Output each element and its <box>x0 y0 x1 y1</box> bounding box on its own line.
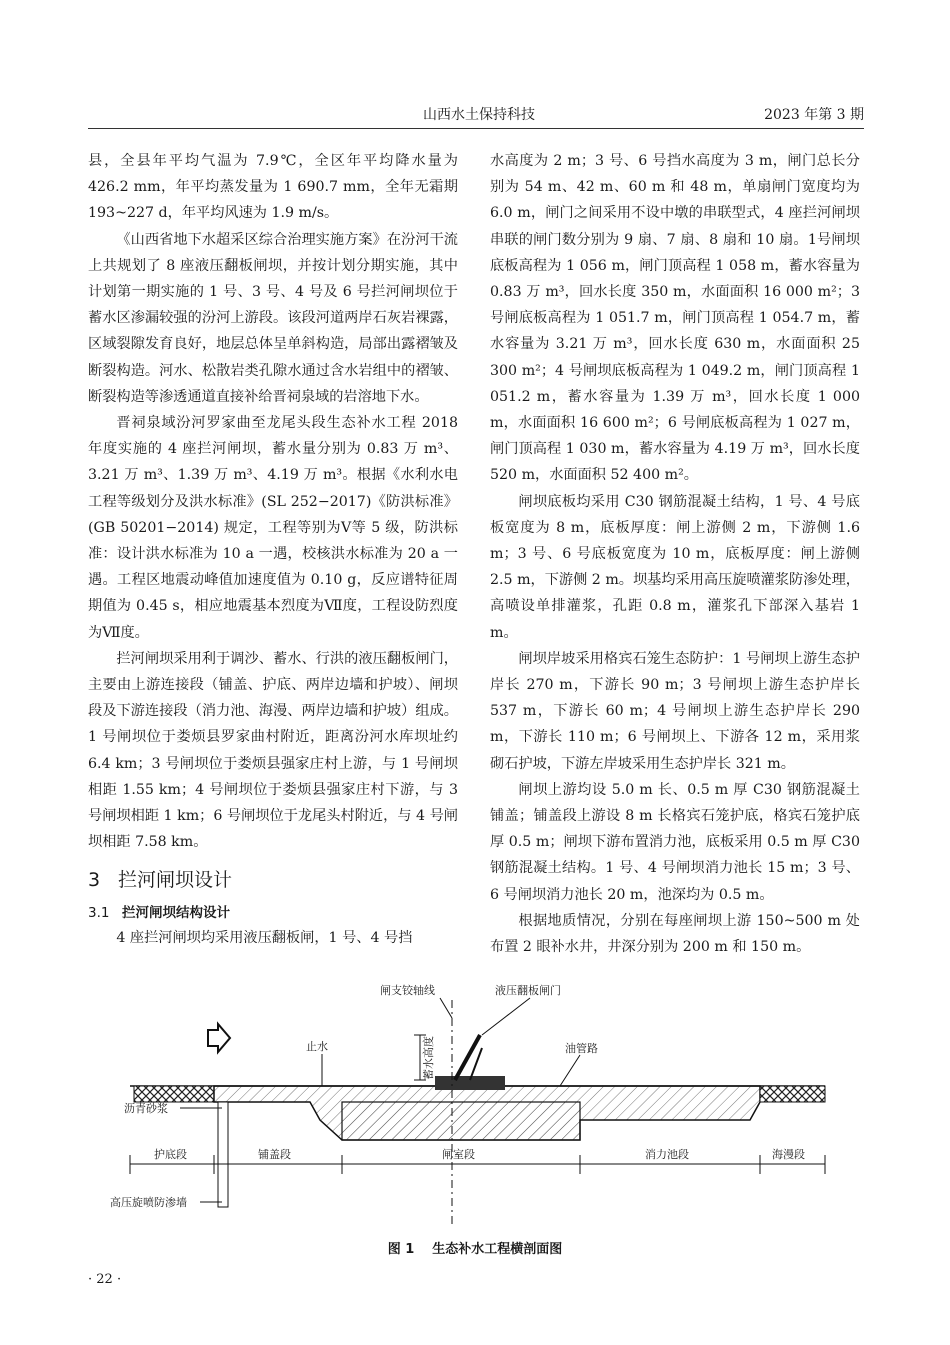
journal-title: 山西水土保持科技 <box>423 107 535 123</box>
paragraph: 县，全县年平均气温为 7.9℃，全区年平均降水量为 426.2 mm，年平均蒸发量为 1 690.7 mm，全年无霜期 193~227 d，年平均风速为 1.9 m/s。 <box>88 153 458 222</box>
section-title: 拦河闸坝设计 <box>118 869 233 892</box>
page-number: · 22 · <box>88 1272 122 1287</box>
gabion-apron-downstream <box>760 1086 825 1102</box>
label-gate: 液压翻板闸门 <box>495 984 561 997</box>
gate-chamber-slab <box>342 1102 580 1140</box>
label-jet-grout-wall: 高压旋喷防渗墙 <box>110 1196 187 1209</box>
paragraph: 晋祠泉域汾河罗家曲至龙尾头段生态补水工程 2018 年度实施的 4 座拦河闸坝，蓄水量分别为 0.83 万 m³、3.21 万 m³、1.39 万 m³、4.19 万 m³。根据《水利水电工程等级划分及洪水标准》(SL 252−2017)《防洪标准》(GB 50201−2014) 规定，工程等别为Ⅴ等 5 级，防洪标准：设计洪水标准为 10 a 一遇，校核洪水标准为 20 a 一遇。工程区地震动峰值加速度值为 0.10 g，反应谱特征周期值为 0.45 s，相应地震基本烈度为Ⅶ度，工程设防烈度为Ⅶ度。 <box>88 415 458 641</box>
flow-arrow-icon <box>208 1024 230 1052</box>
subsection-title: 拦河闸坝结构设计 <box>122 905 230 922</box>
paragraph: 根据地质情况，分别在每座闸坝上游 150~500 m 处布置 2 眼补水井，井深分别为 200 m 和 150 m。 <box>490 912 860 956</box>
label-water-stop: 止水 <box>306 1040 328 1053</box>
segment-label: 海漫段 <box>772 1148 805 1161</box>
paragraph: 《山西省地下水超采区综合治理实施方案》在汾河干流上共规划了 8 座液压翻板闸坝，并按计划分期实施，其中计划第一期实施的 1 号、3 号、4 号及 6 号拦河闸坝位于蓄水区渗漏较强的汾河上游段。该段河道两岸石灰岩裸露，区域裂隙发育良好，地层总体呈单斜构造，局部出露褶皱及断裂构造。河水、松散岩类孔隙水通过含水岩组中的褶皱、断裂构造等渗透通道直接补给晋祠泉域的岩溶地下水。 <box>88 231 458 405</box>
leader-line <box>440 998 452 1018</box>
paragraph: 闸坝底板均采用 C30 钢筋混凝土结构，1 号、4 号底板宽度为 8 m，底板厚度：闸上游侧 2 m，下游侧 1.6 m；3 号、6 号底板宽度为 10 m，底板厚度：闸上游侧 2.5 m，下游侧 2 m。坝基均采用高压旋喷灌浆防渗处理，高喷设单排灌浆，孔距 0.8 m，灌浆孔下部深入基岩 1 m。 <box>490 493 860 641</box>
segment-label: 消力池段 <box>645 1148 689 1161</box>
paragraph: 闸坝岸坡采用格宾石笼生态防护：1 号闸坝上游生态护岸长 270 m，下游长 90 m；3 号闸坝上游生态护岸长 537 m，下游长 60 m；4 号闸坝上游生态护岸长 290 m，下游长 110 m；6 号闸坝上、下游各 12 m，采用浆砌石护坡，下游左岸坡采用生态护岸长 321 m。 <box>490 650 860 772</box>
paragraph: 拦河闸坝采用利于调沙、蓄水、行洪的液压翻板闸门，主要由上游连接段（铺盖、护底、两岸边墙和护坡）、闸坝段及下游连接段（消力池、海漫、两岸边墙和护坡）组成。1 号闸坝位于娄烦县罗家曲村附近，距离汾河水库坝址约 6.4 km；3 号闸坝位于娄烦县强家庄村上游，与 1 号闸坝相距 1.55 km；4 号闸坝位于娄烦县强家庄村下游，与 3 号闸坝相距 1 km；6 号闸坝位于龙尾头村附近，与 4 号闸坝相距 7.58 km。 <box>88 650 458 851</box>
right-column <box>490 148 860 960</box>
figure-caption <box>0 1238 950 1257</box>
section-number: 3 <box>88 869 101 892</box>
issue-number: 2023 年第 3 期 <box>764 107 864 123</box>
label-asphalt-mortar: 沥青砂浆 <box>124 1102 168 1115</box>
segment-label: 铺盖段 <box>258 1148 291 1161</box>
paragraph: 闸坝上游均设 5.0 m 长、0.5 m 厚 C30 钢筋混凝土铺盖；铺盖段上游设 8 m 长格宾石笼护底，格宾石笼护底厚 0.5 m；闸坝下游布置消力池，底板采用 0.5 m 厚 C30 钢筋混凝土结构。1 号、4 号闸坝消力池长 15 m；3 号、6 号闸坝消力池长 20 m，池深均为 0.5 m。 <box>490 781 860 903</box>
left-column <box>88 148 458 952</box>
leader-line <box>560 1055 580 1086</box>
gate-leaf <box>455 1035 480 1080</box>
paragraph: 4 座拦河闸坝均采用液压翻板闸，1 号、4 号挡 <box>116 930 413 947</box>
label-hinge-axis: 闸支铰轴线 <box>380 984 435 997</box>
leader-line <box>482 998 530 1035</box>
section-heading <box>88 865 458 895</box>
running-header <box>88 102 864 129</box>
paragraph: 水高度为 2 m；3 号、6 号挡水高度为 3 m，闸门总长分别为 54 m、42 m、60 m 和 48 m，单扇闸门宽度均为 6.0 m，闸门之间采用不设中墩的串联型式，4 座拦河闸坝串联的闸门数分别为 9 扇、7 扇、8 扇和 10 扇。1号闸坝底板高程为 1 056 m，闸门顶高程 1 058 m，蓄水容量为 0.83 万 m³，回水长度 350 m，水面面积 16 000 m²；3 号闸底板高程为 1 051.7 m，闸门顶高程 1 054.7 m，蓄水容量为 3.21 万 m³，回水长度 630 m，水面面积 25 300 m²；4 号闸坝底板高程为 1 049.2 m，闸门顶高程 1 051.2 m，蓄水容量为 1.39 万 m³，回水长度 1 000 m，水面面积 16 600 m²；6 号闸底板高程为 1 027 m，闸门顶高程 1 030 m，蓄水容量为 4.19 万 m³，回水长度 520 m，水面面积 52 400 m²。 <box>490 153 860 484</box>
figure-number: 图 1 <box>387 1242 415 1257</box>
segment-label: 闸室段 <box>442 1148 475 1161</box>
label-storage-height: 蓄水高度 <box>422 1036 435 1080</box>
cross-section-diagram <box>110 980 845 1225</box>
segment-label: 护底段 <box>154 1148 187 1161</box>
cross-section-figure <box>110 980 845 1225</box>
label-oil-pipe: 油管路 <box>565 1042 598 1055</box>
figure-title: 生态补水工程横剖面图 <box>432 1242 563 1257</box>
gabion-apron-upstream <box>134 1086 214 1102</box>
subsection-number: 3.1 <box>88 905 110 922</box>
cutoff-wall <box>218 1102 228 1207</box>
subsection-heading <box>88 901 458 925</box>
